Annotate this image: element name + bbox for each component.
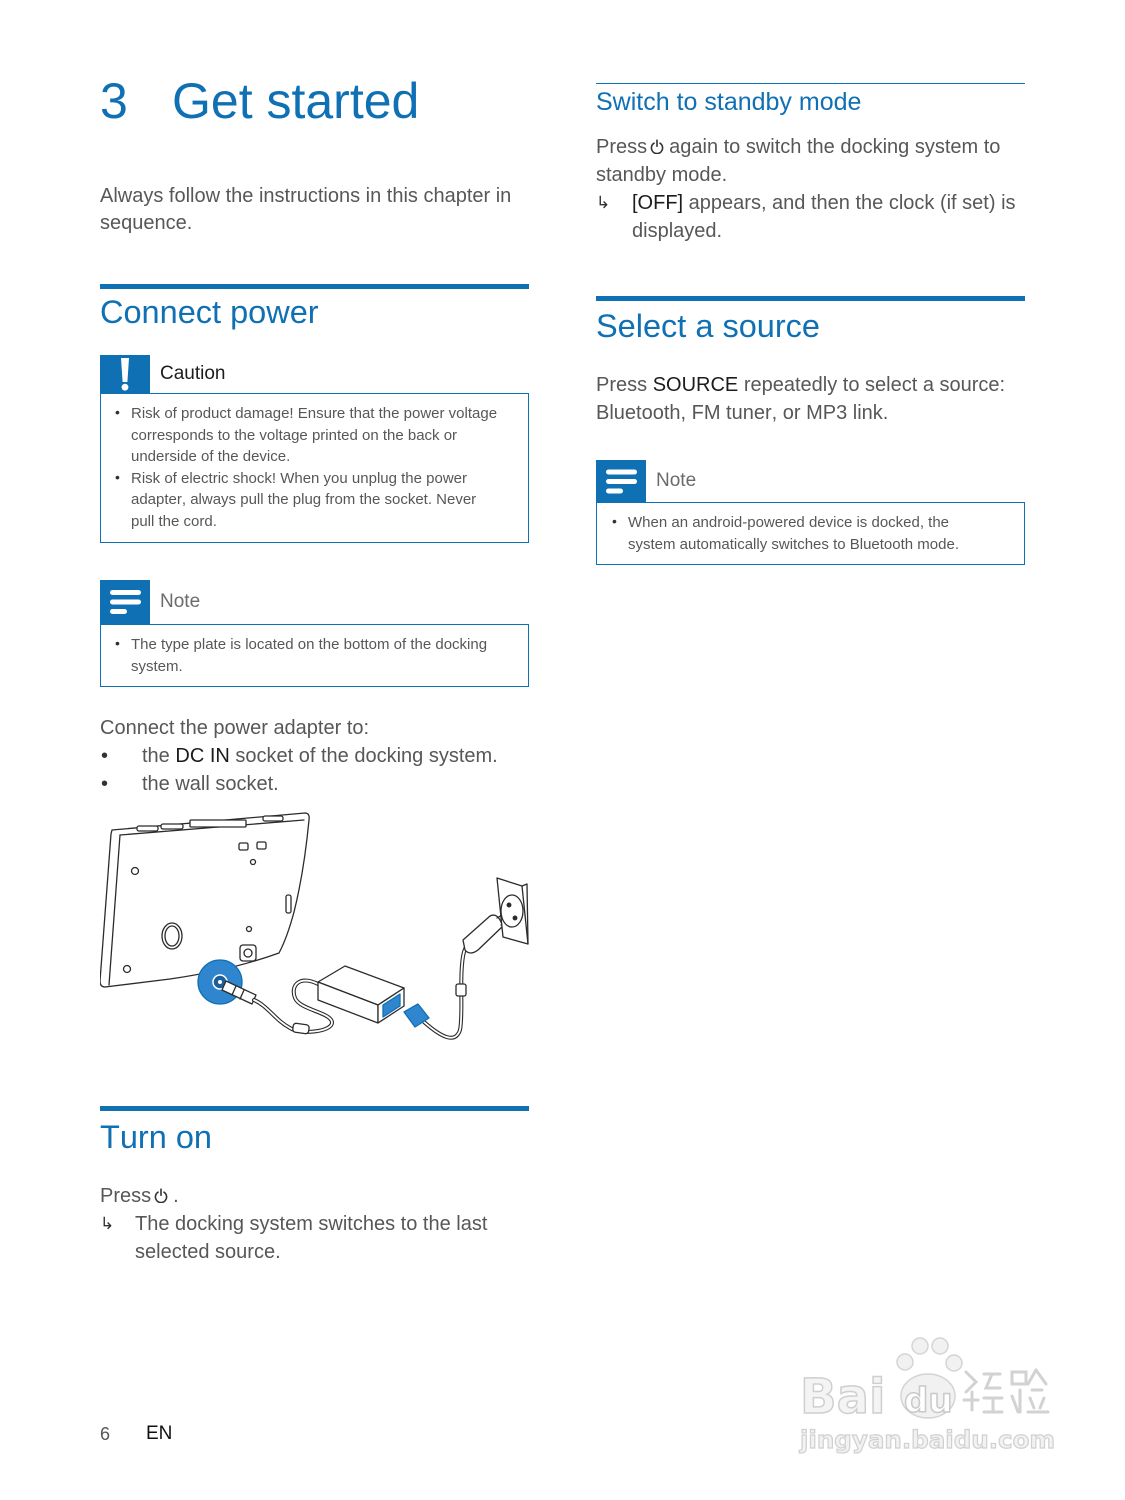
note-content [100, 624, 529, 687]
press-text: Press [596, 136, 648, 158]
heading-standby: Switch to standby mode [596, 88, 862, 116]
heading-connect-power: Connect power [100, 294, 319, 330]
press-suffix: again to switch the docking system to standby mode. [596, 136, 1001, 186]
dc-in-callout [198, 960, 242, 1004]
turn-on-result [100, 1210, 529, 1266]
connect-instruction: Connect the power adapter to: [100, 717, 370, 739]
source-label: SOURCE [652, 374, 739, 396]
note-list [131, 634, 503, 677]
note-label: Note [160, 591, 201, 612]
result-arrow-icon: ↳ [596, 193, 611, 213]
power-icon [154, 1188, 168, 1203]
caution-header [100, 355, 529, 393]
docking-system-back [100, 813, 309, 987]
connect-instructions [100, 714, 529, 798]
list-item: • Risk of product damage! Ensure that the power voltage corresponds to the voltage printed on the back or underside of the device. [131, 403, 503, 468]
list-item: • When an android-powered device is docked, the system automatically switches to Bluetooth mode. [628, 512, 979, 555]
chapter-title: Get started [172, 73, 420, 129]
press-suffix: repeatedly to select a source: Bluetooth, FM tuner, or MP3 link. [596, 374, 1006, 424]
wall-socket [497, 878, 528, 944]
standby-instruction [596, 133, 1025, 189]
watermark-brand-left: Bai [800, 1369, 886, 1425]
watermark-brand-right: du [904, 1381, 953, 1421]
list-item: • Risk of electric shock! When you unplug the power adapter, always pull the plug from the socket. Never pull the cord. [131, 468, 503, 533]
select-source-instruction [596, 372, 1025, 427]
list-item [142, 742, 529, 770]
caution-list [131, 403, 503, 533]
watermark-cn-glyphs [964, 1370, 1048, 1412]
heading-turn-on: Turn on [100, 1119, 213, 1155]
note-content [596, 502, 1025, 565]
press-text: Press [596, 374, 648, 396]
connect-steps [100, 742, 529, 798]
caution-label: Caution [160, 363, 226, 384]
note-header [596, 460, 1025, 502]
caution-content [100, 393, 529, 543]
power-connection-illustration [100, 808, 530, 1048]
note-label: Note [656, 470, 697, 491]
section-rule-turn-on [100, 1106, 529, 1111]
step-text: the wall socket. [142, 773, 279, 795]
ac-cord [424, 944, 468, 1038]
power-icon [650, 139, 664, 154]
result-text [632, 189, 1025, 245]
result-desc: appears, and then the clock (if set) is displayed. [632, 192, 1016, 242]
note-header [100, 580, 529, 624]
note-lines-glyph [596, 460, 646, 502]
section-rule-select-source [596, 296, 1025, 301]
heading-select-source: Select a source [596, 308, 821, 344]
chapter-intro: Always follow the instructions in this chapter in sequence. [100, 185, 512, 234]
dc-in-label: DC IN [175, 745, 230, 767]
list-item [142, 770, 529, 798]
note-box-power [100, 580, 529, 687]
note-box-source [596, 460, 1025, 565]
step-text: socket of the docking system. [235, 745, 498, 767]
chapter-number: 3 [100, 73, 128, 129]
section-rule-connect-power [100, 284, 529, 289]
press-suffix: . [173, 1185, 179, 1207]
press-text: Press [100, 1185, 152, 1207]
watermark-url: jingyan.baidu.com [798, 1426, 1055, 1454]
turn-on-instruction [100, 1182, 529, 1210]
exclamation-glyph [100, 355, 150, 393]
off-label: [OFF] [632, 192, 684, 214]
standby-result [596, 189, 1025, 245]
note-lines-icon [100, 580, 150, 624]
section-rule-standby [596, 83, 1025, 84]
list-item: • The type plate is located on the bottom of the docking system. [131, 634, 503, 677]
result-text: The docking system switches to the last selected source. [135, 1213, 488, 1263]
page-language: EN [146, 1423, 173, 1444]
note-lines-glyph [100, 580, 150, 624]
caution-box [100, 355, 529, 543]
step-text: the [142, 745, 170, 767]
note-list [628, 512, 979, 555]
baidu-watermark-logo [795, 1330, 1060, 1455]
power-adapter [318, 966, 404, 1023]
exclamation-icon [100, 355, 150, 393]
page-number: 6 [100, 1424, 111, 1444]
note-lines-icon [596, 460, 646, 502]
result-arrow-icon: ↳ [100, 1214, 115, 1234]
